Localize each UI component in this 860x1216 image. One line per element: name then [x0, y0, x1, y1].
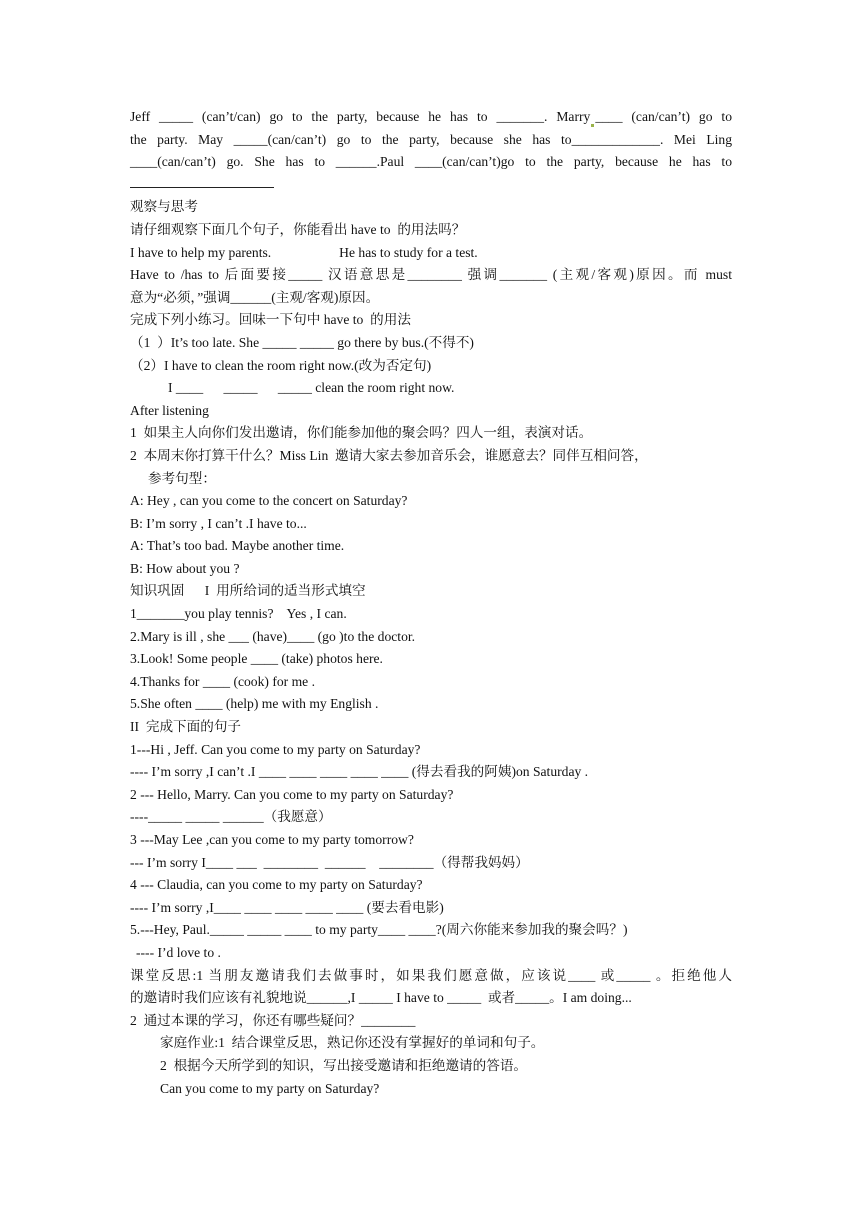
text-line: Have to /has to 后面要接_____ 汉语意思是________ 强调_______ (主观/客观)原因。而 must [130, 267, 732, 283]
exercise-item: 1_______you play tennis? Yes , I can. [130, 606, 347, 622]
text-line: 2 本周末你打算干什么？Miss Lin 邀请大家去参加音乐会，谁愿意去？同伴互相问答， [130, 447, 648, 463]
homework-line: Can you come to my party on Saturday? [160, 1080, 380, 1096]
text-line: ____(can/can’t) go. She has to ______.Paul ____(can/can’t)go to the party, because he has to [130, 154, 732, 170]
reflection-line: 2 通过本课的学习，你还有哪些疑问？________ [130, 1012, 416, 1028]
answer-blank-line [130, 174, 732, 197]
line-text: ____ (can/can’t) go to [595, 109, 732, 124]
text-line: I have to help my parents. He has to study for a test. [130, 244, 478, 260]
text-line [130, 106, 732, 129]
exercise-item: ---- I’m sorry ,I____ ____ ____ ____ ____ (要去看电影) [130, 899, 444, 915]
text-line: the party. May _____(can/can’t) go to the party, because she has to_____________. Mei Ling [130, 131, 732, 147]
exercise-item: 1---Hi , Jeff. Can you come to my party on Saturday? [130, 741, 421, 757]
text-line: 请仔细观察下面几个句子，你能看出 have to 的用法吗？ [130, 221, 466, 237]
dialogue-line: A: That’s too bad. Maybe another time. [130, 538, 345, 554]
exercise-item: 5.---Hey, Paul._____ _____ ____ to my party____ ____?(周六你能来参加我的聚会吗？) [130, 922, 628, 938]
section-heading: 知识巩固 I 用所给词的适当形式填空 [130, 583, 366, 599]
dialogue-line: A: Hey , can you come to the concert on Saturday? [130, 493, 408, 509]
exercise-item: 4.Thanks for ____ (cook) for me . [130, 673, 315, 689]
exercise-item: ---- I’d love to . [136, 944, 221, 960]
reflection-line: 课堂反思:1 当朋友邀请我们去做事时，如果我们愿意做，应该说____ 或_____ 。拒绝他人 [130, 967, 732, 983]
highlight-mark [591, 124, 594, 127]
text-line: 完成下列小练习。回味一下句中 have to 的用法 [130, 312, 411, 328]
exercise-item: 5.She often ____ (help) me with my English . [130, 696, 379, 712]
section-heading: After listening [130, 402, 209, 418]
homework-line: 家庭作业:1 结合课堂反思，熟记你还没有掌握好的单词和句子。 [160, 1035, 545, 1051]
exercise-item: 2.Mary is ill , she ___ (have)____ (go )to the doctor. [130, 628, 416, 644]
dialogue-line: B: I’m sorry , I can’t .I have to... [130, 515, 307, 531]
text-line: 1 如果主人向你们发出邀请，你们能参加他的聚会吗？四人一组，表演对话。 [130, 425, 593, 441]
reflection-line: 的邀请时我们应该有礼貌地说______,I _____ I have to _____ 或者_____。I am doing... [130, 990, 632, 1006]
exercise-item: 3.Look! Some people ____ (take) photos here. [130, 651, 383, 667]
exercise-item: ---- I’m sorry ,I can’t .I ____ ____ ____ ____ ____ (得去看我的阿姨)on Saturday . [130, 764, 589, 780]
exercise-item: （2）I have to clean the room right now.(改为否定句) [130, 357, 432, 373]
underline [130, 187, 274, 188]
section-heading: 观察与思考 [130, 199, 198, 215]
exercise-item: 2 --- Hello, Marry. Can you come to my party on Saturday? [130, 786, 454, 802]
homework-line: 2 根据今天所学到的知识，写出接受邀请和拒绝邀请的答语。 [160, 1057, 528, 1073]
text-line: 意为“必须，”强调______(主观/客观)原因。 [130, 289, 380, 305]
dialogue-line: B: How about you ? [130, 560, 240, 576]
exercise-item: 4 --- Claudia, can you come to my party on Saturday? [130, 877, 423, 893]
exercise-item: I ____ _____ _____ clean the room right now. [168, 380, 455, 396]
exercise-item: （1 ）It’s too late. She _____ _____ go there by bus.(不得不) [130, 334, 474, 350]
exercise-item: ----_____ _____ ______（我愿意） [130, 809, 332, 825]
exercise-item: --- I’m sorry I____ ___ ________ ______ ________（得帮我妈妈） [130, 854, 529, 870]
section-heading: II 完成下面的句子 [130, 719, 242, 735]
worksheet-body [130, 106, 732, 1100]
exercise-item: 3 ---May Lee ,can you come to my party tomorrow? [130, 832, 414, 847]
text-line: 参考句型： [148, 470, 216, 486]
line-text: Jeff _____ (can’t/can) go to the party, because he has to _______. Marry [130, 109, 591, 124]
